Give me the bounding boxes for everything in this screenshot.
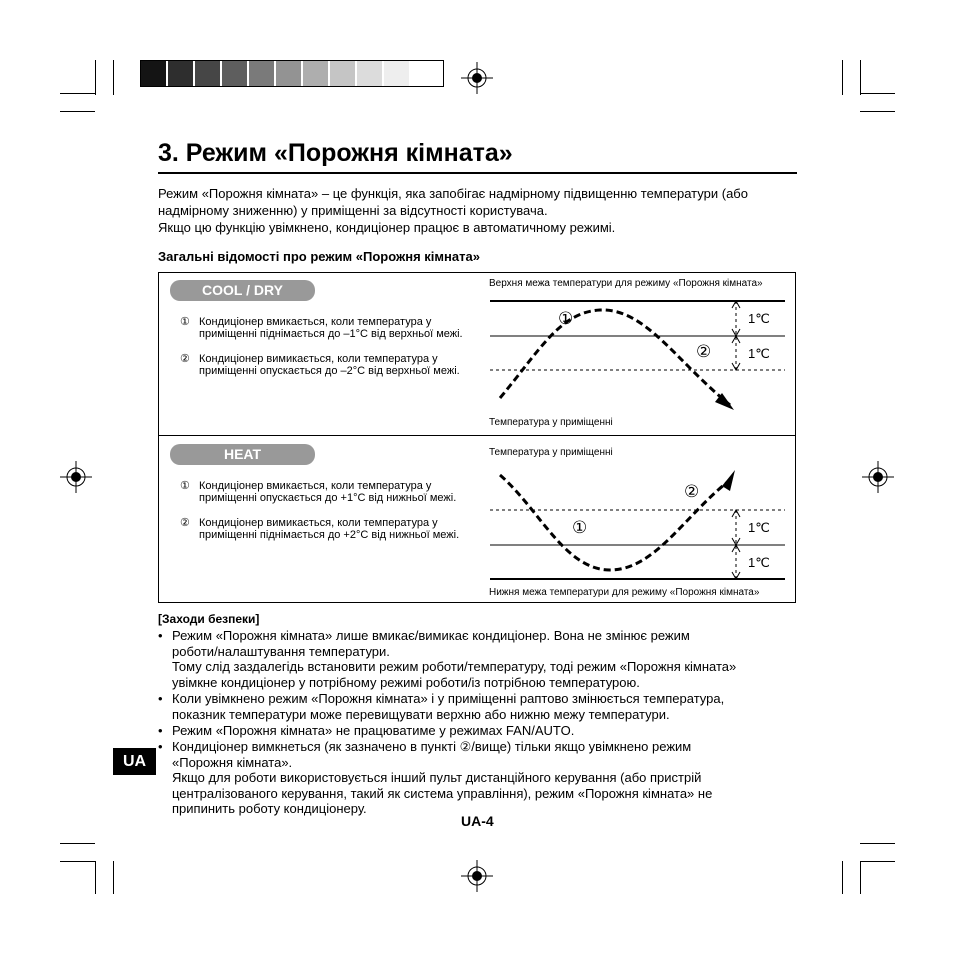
heat-diagram bbox=[480, 460, 792, 585]
registration-mark-icon bbox=[461, 62, 493, 94]
box-divider bbox=[158, 435, 796, 436]
intro-line: Якщо цю функцію увімкнено, кондиціонер працює в автоматичному режимі. bbox=[158, 220, 616, 235]
crop-mark bbox=[860, 861, 895, 862]
heat-label: HEAT bbox=[170, 444, 315, 465]
crop-mark bbox=[860, 93, 895, 94]
step-text: Кондиціонер вмикається, коли температура у приміщенні опускається до +1°C від нижньої межі. bbox=[199, 480, 457, 504]
marker-1: ① bbox=[572, 518, 588, 537]
crop-mark bbox=[860, 843, 895, 844]
bullet-line: Кондиціонер вимкнеться (як зазначено в пункті ②/вище) тільки якщо увімкнено режим bbox=[172, 739, 692, 754]
step-text: Кондиціонер вимикається, коли температура у приміщенні піднімається до +2°C від нижньої межі. bbox=[199, 517, 460, 541]
step-number: ① bbox=[180, 480, 190, 492]
gray-swatch bbox=[411, 61, 442, 86]
intro-line: надмірному зниженню) у приміщенні за відсутності користувача. bbox=[158, 203, 548, 218]
language-tab: UA bbox=[113, 748, 156, 775]
cool-diagram bbox=[480, 290, 792, 420]
crop-mark bbox=[95, 60, 96, 95]
bullet-line: Коли увімкнено режим «Порожня кімната» і у приміщенні раптово змінюється температура, bbox=[172, 691, 725, 706]
gray-swatch bbox=[384, 61, 409, 86]
crop-mark bbox=[113, 861, 114, 894]
room-temp-label: Температура у приміщенні bbox=[489, 417, 613, 428]
bullet-symbol: • bbox=[158, 723, 163, 738]
bullet-line: Режим «Порожня кімната» лише вмикає/вимикає кондиціонер. Вона не змінює режим bbox=[172, 628, 690, 643]
step-number: ① bbox=[180, 316, 190, 328]
delta-label: 1℃ bbox=[748, 555, 770, 570]
gray-swatch bbox=[249, 61, 274, 86]
registration-mark-icon bbox=[862, 461, 894, 493]
crop-mark bbox=[60, 93, 95, 94]
page-title: 3. Режим «Порожня кімната» bbox=[158, 139, 513, 167]
bullet-line: припинить роботу кондиціонеру. bbox=[172, 801, 367, 816]
bullet-line: роботи/налаштування температури. bbox=[172, 643, 390, 659]
marker-2: ② bbox=[684, 482, 700, 501]
bullet-line: увімкне кондиціонер у потрібному режимі роботи/із потрібною температурою. bbox=[172, 674, 640, 690]
room-temp-label: Температура у приміщенні bbox=[489, 447, 613, 458]
registration-mark-icon bbox=[60, 461, 92, 493]
step-text: Кондиціонер вимикається, коли температура у приміщенні опускається до –2°C від верхньої межі. bbox=[199, 353, 460, 377]
step-number: ② bbox=[180, 517, 190, 529]
page-number: UA-4 bbox=[461, 813, 494, 829]
bullet-symbol: • bbox=[158, 691, 163, 706]
crop-mark bbox=[113, 60, 114, 95]
delta-label: 1℃ bbox=[748, 311, 770, 326]
crop-mark bbox=[60, 843, 95, 844]
crop-mark bbox=[860, 861, 861, 894]
gray-swatch bbox=[330, 61, 355, 86]
marker-2: ② bbox=[696, 342, 712, 361]
bullet-line: Тому слід заздалегідь встановити режим роботи/температуру, тоді режим «Порожня кімната» bbox=[172, 659, 737, 674]
crop-mark bbox=[860, 111, 895, 112]
bullet-symbol: • bbox=[158, 628, 163, 643]
gray-swatch bbox=[303, 61, 328, 86]
bullet-line: показник температури може перевищувати верхню або нижню межу температури. bbox=[172, 706, 670, 722]
gray-swatch bbox=[195, 61, 220, 86]
cool-dry-label: COOL / DRY bbox=[170, 280, 315, 301]
bullet-symbol: • bbox=[158, 739, 163, 754]
bullet-line: централізованого керування, такий як система управління), режим «Порожня кімната» не bbox=[172, 785, 713, 801]
gray-swatch bbox=[357, 61, 382, 86]
crop-mark bbox=[842, 60, 843, 95]
title-rule bbox=[158, 172, 797, 174]
crop-mark bbox=[95, 861, 96, 894]
gray-swatch bbox=[222, 61, 247, 86]
step-number: ② bbox=[180, 353, 190, 365]
gray-swatch bbox=[276, 61, 301, 86]
delta-label: 1℃ bbox=[748, 520, 770, 535]
upper-limit-label: Верхня межа температури для режиму «Порожня кімната» bbox=[489, 278, 763, 289]
lower-limit-label: Нижня межа температури для режиму «Порожня кімната» bbox=[489, 587, 760, 598]
crop-mark bbox=[842, 861, 843, 894]
gray-swatch bbox=[168, 61, 193, 86]
bullet-line: Режим «Порожня кімната» не працюватиме у режимах FAN/AUTO. bbox=[172, 723, 575, 738]
bullet-line: Якщо для роботи використовується інший пульт дистанційного керування (або пристрій bbox=[172, 770, 702, 785]
marker-1: ① bbox=[558, 309, 574, 328]
bullet-line: «Порожня кімната». bbox=[172, 754, 293, 770]
crop-mark bbox=[60, 861, 95, 862]
registration-mark-icon bbox=[461, 860, 493, 892]
crop-mark bbox=[60, 111, 95, 112]
intro-line: Режим «Порожня кімната» – це функція, яка запобігає надмірному підвищенню температури (або bbox=[158, 186, 748, 201]
section-heading: Загальні відомості про режим «Порожня кімната» bbox=[158, 249, 480, 264]
safety-heading: [Заходи безпеки] bbox=[158, 612, 260, 626]
delta-label: 1℃ bbox=[748, 346, 770, 361]
gray-swatch bbox=[141, 61, 166, 86]
arrow-head-icon bbox=[722, 470, 735, 491]
crop-mark bbox=[860, 60, 861, 95]
step-text: Кондиціонер вмикається, коли температура у приміщенні піднімається до –1°C від верхньої межі. bbox=[199, 316, 463, 340]
